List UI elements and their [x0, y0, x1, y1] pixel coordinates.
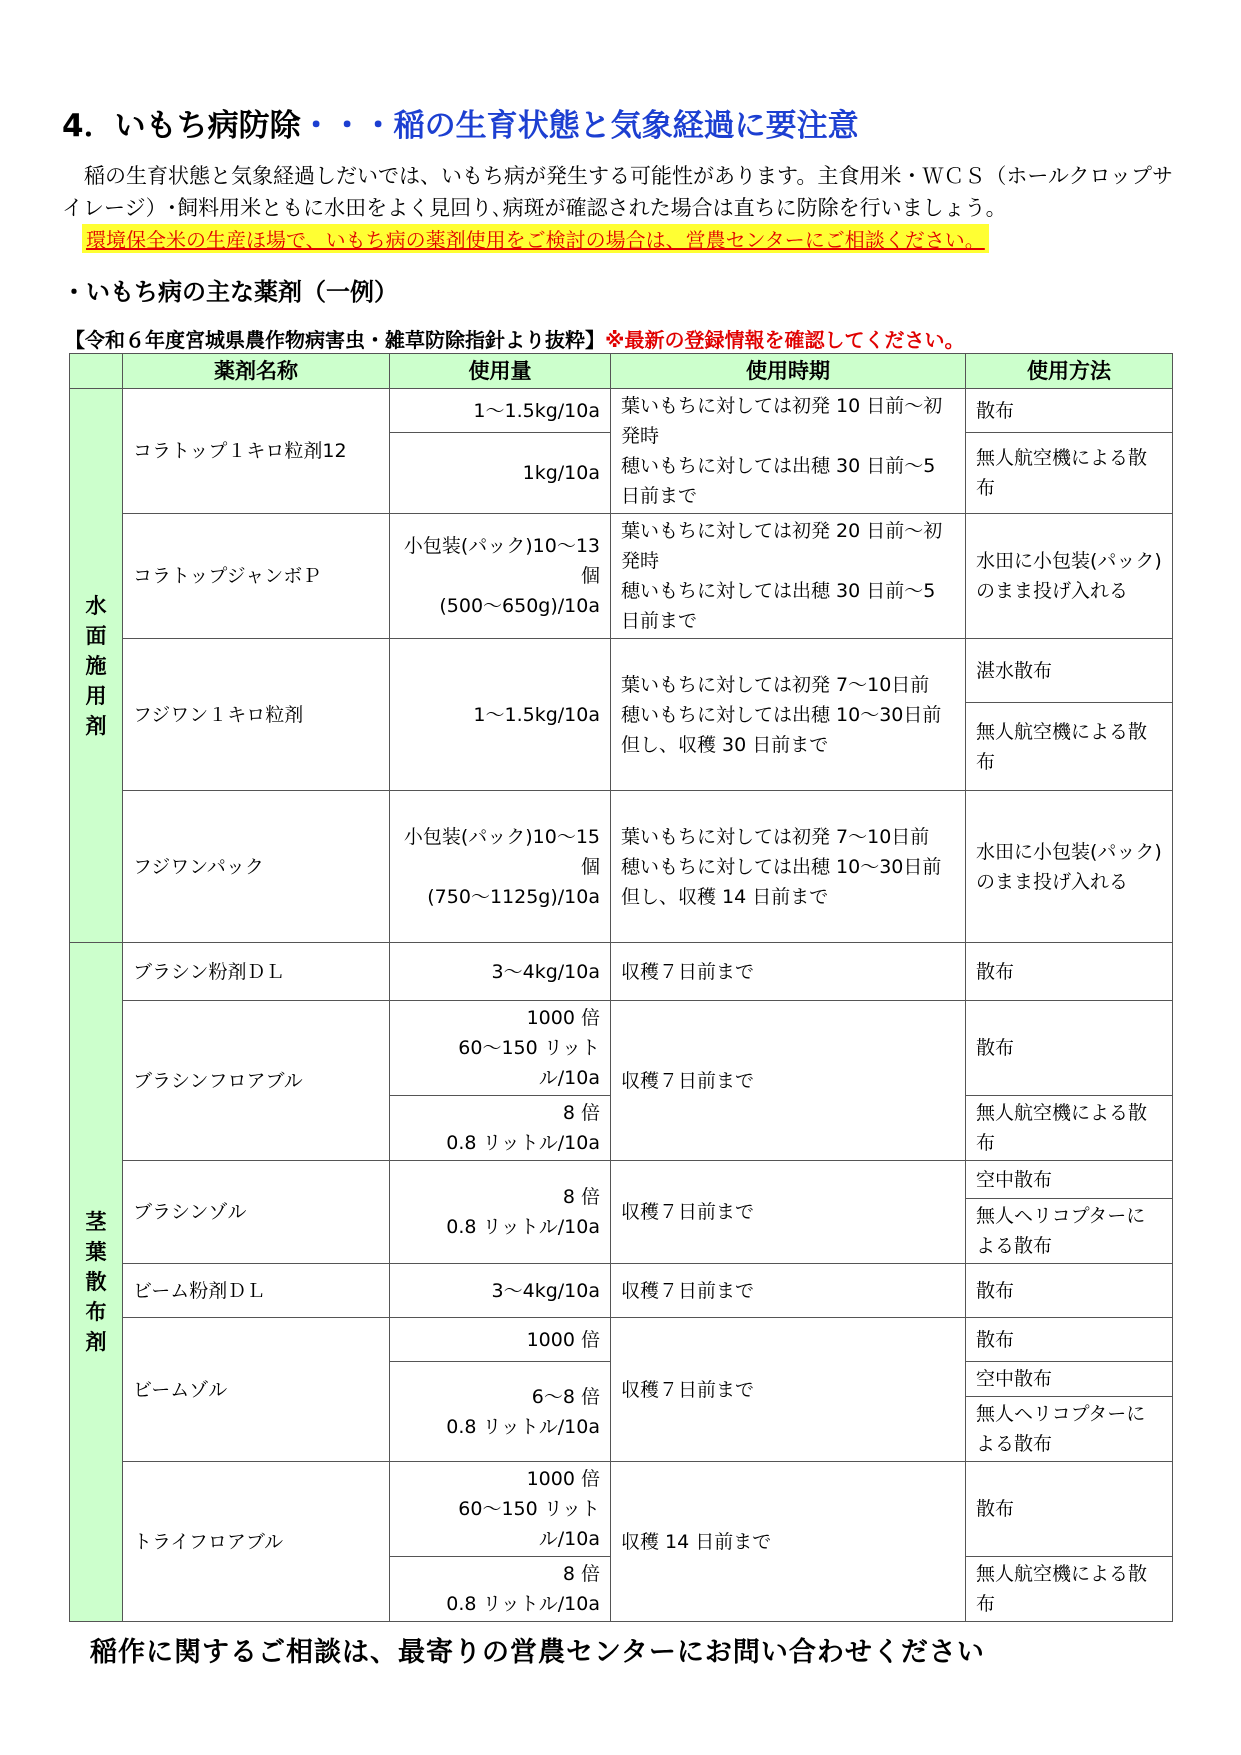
amount: 8 倍 0.8 リットル/10a [390, 1557, 611, 1622]
table-header-row [70, 354, 1173, 389]
section-title-text: いもち病防除 [114, 108, 301, 144]
table-row [70, 1161, 1173, 1199]
timing: 収穫７日前まで [611, 1318, 966, 1462]
section-number: 4． [62, 108, 115, 144]
method: 無人航空機による散布 [966, 1096, 1173, 1161]
timing: 葉いもちに対しては初発 7～10日前 穂いもちに対しては出穂 10～30日前 但し、収穫 14 日前まで [611, 791, 966, 943]
category-water-surface [70, 389, 123, 943]
table-row [70, 389, 1173, 433]
drug-name: トライフロアブル [123, 1462, 390, 1622]
source-text: 【令和６年度宮城県農作物病害虫・雑草防除指針より抜粋】 [65, 328, 605, 352]
subheading: ・いもち病の主な薬剤（一例） [62, 278, 398, 306]
timing: 葉いもちに対しては初発 7～10日前 穂いもちに対しては出穂 10～30日前 但し、収穫 30 日前まで [611, 639, 966, 791]
category-foliar-spray [70, 943, 123, 1622]
header-amount: 使用量 [390, 354, 611, 389]
drug-name: ブラシンフロアブル [123, 1001, 390, 1161]
drug-name: ビーム粉剤ＤＬ [123, 1264, 390, 1318]
header-name: 薬剤名称 [123, 354, 390, 389]
category-label: 茎 葉 散 布 剤 [85, 1210, 107, 1354]
drug-name: コラトップ１キロ粒剤12 [123, 389, 390, 514]
timing: 収穫７日前まで [611, 1001, 966, 1161]
table-row [70, 514, 1173, 639]
drug-name: ブラシン粉剤ＤＬ [123, 943, 390, 1001]
method: 無人航空機による散布 [966, 703, 1173, 791]
amount: 8 倍 0.8 リットル/10a [390, 1161, 611, 1264]
method: 散布 [966, 389, 1173, 433]
method: 散布 [966, 943, 1173, 1001]
method: 散布 [966, 1001, 1173, 1096]
table-row [70, 943, 1173, 1001]
table-row [70, 1001, 1173, 1096]
method: 水田に小包装(パック)のまま投げ入れる [966, 514, 1173, 639]
amount: 1000 倍 60～150 リットル/10a [390, 1462, 611, 1557]
method: 水田に小包装(パック)のまま投げ入れる [966, 791, 1173, 943]
amount: 6～8 倍 0.8 リットル/10a [390, 1362, 611, 1462]
method: 散布 [966, 1318, 1173, 1362]
timing: 収穫７日前まで [611, 1161, 966, 1264]
drug-name: ブラシンゾル [123, 1161, 390, 1264]
amount: 1000 倍 [390, 1318, 611, 1362]
amount: 1～1.5kg/10a [390, 389, 611, 433]
method: 散布 [966, 1264, 1173, 1318]
timing: 葉いもちに対しては初発 10 日前～初発時 穂いもちに対しては出穂 30 日前～5 日前まで [611, 389, 966, 514]
method: 湛水散布 [966, 639, 1173, 703]
method: 無人航空機による散布 [966, 1557, 1173, 1622]
timing: 葉いもちに対しては初発 20 日前～初発時 穂いもちに対しては出穂 30 日前～5 日前まで [611, 514, 966, 639]
drug-name: フジワンパック [123, 791, 390, 943]
section-tagline: ・・・稲の生育状態と気象経過に要注意 [300, 108, 859, 144]
method: 空中散布 [966, 1161, 1173, 1199]
source-line [65, 324, 964, 353]
method: 無人ヘリコプターによる散布 [966, 1199, 1173, 1264]
amount: 1～1.5kg/10a [390, 639, 611, 791]
table-row [70, 1264, 1173, 1318]
amount: 1kg/10a [390, 433, 611, 514]
source-note: ※最新の登録情報を確認してください。 [605, 328, 965, 352]
drug-name: フジワン１キロ粒剤 [123, 639, 390, 791]
timing: 収穫７日前まで [611, 1264, 966, 1318]
method: 空中散布 [966, 1362, 1173, 1397]
warning-notice: 環境保全米の生産ほ場で、いもち病の薬剤使用をご検討の場合は、営農センターにご相談ください。 [82, 224, 989, 253]
table-row [70, 1318, 1173, 1362]
header-blank [70, 354, 123, 389]
table-row [70, 639, 1173, 703]
category-label: 水 面 施 用 剤 [85, 593, 107, 738]
section-title [62, 100, 859, 145]
header-method: 使用方法 [966, 354, 1173, 389]
method: 無人航空機による散布 [966, 433, 1173, 514]
drug-name: コラトップジャンボＰ [123, 514, 390, 639]
amount: 1000 倍 60～150 リットル/10a [390, 1001, 611, 1096]
header-timing: 使用時期 [611, 354, 966, 389]
fungicide-table [69, 353, 1173, 1622]
drug-name: ビームゾル [123, 1318, 390, 1462]
table-row [70, 791, 1173, 943]
table-row [70, 1462, 1173, 1557]
intro-paragraph [62, 160, 1182, 224]
amount: 小包装(パック)10～15 個 (750～1125g)/10a [390, 791, 611, 943]
amount: 3～4kg/10a [390, 943, 611, 1001]
footer-contact-note: 稲作に関するご相談は、最寄りの営農センターにお問い合わせください [90, 1637, 985, 1668]
amount: 3～4kg/10a [390, 1264, 611, 1318]
intro-text: 稲の生育状態と気象経過しだいでは、いもち病が発生する可能性があります。主食用米・ＷＣＳ（ホールクロップサイレージ）･飼料用米ともに水田をよく見回り､病斑が確認された場合は直ちに防除を行いましょう。 [62, 164, 1174, 220]
timing: 収穫７日前まで [611, 943, 966, 1001]
amount: 小包装(パック)10～13 個 (500～650g)/10a [390, 514, 611, 639]
timing: 収穫 14 日前まで [611, 1462, 966, 1622]
method: 無人ヘリコプターによる散布 [966, 1397, 1173, 1462]
method: 散布 [966, 1462, 1173, 1557]
amount: 8 倍 0.8 リットル/10a [390, 1096, 611, 1161]
